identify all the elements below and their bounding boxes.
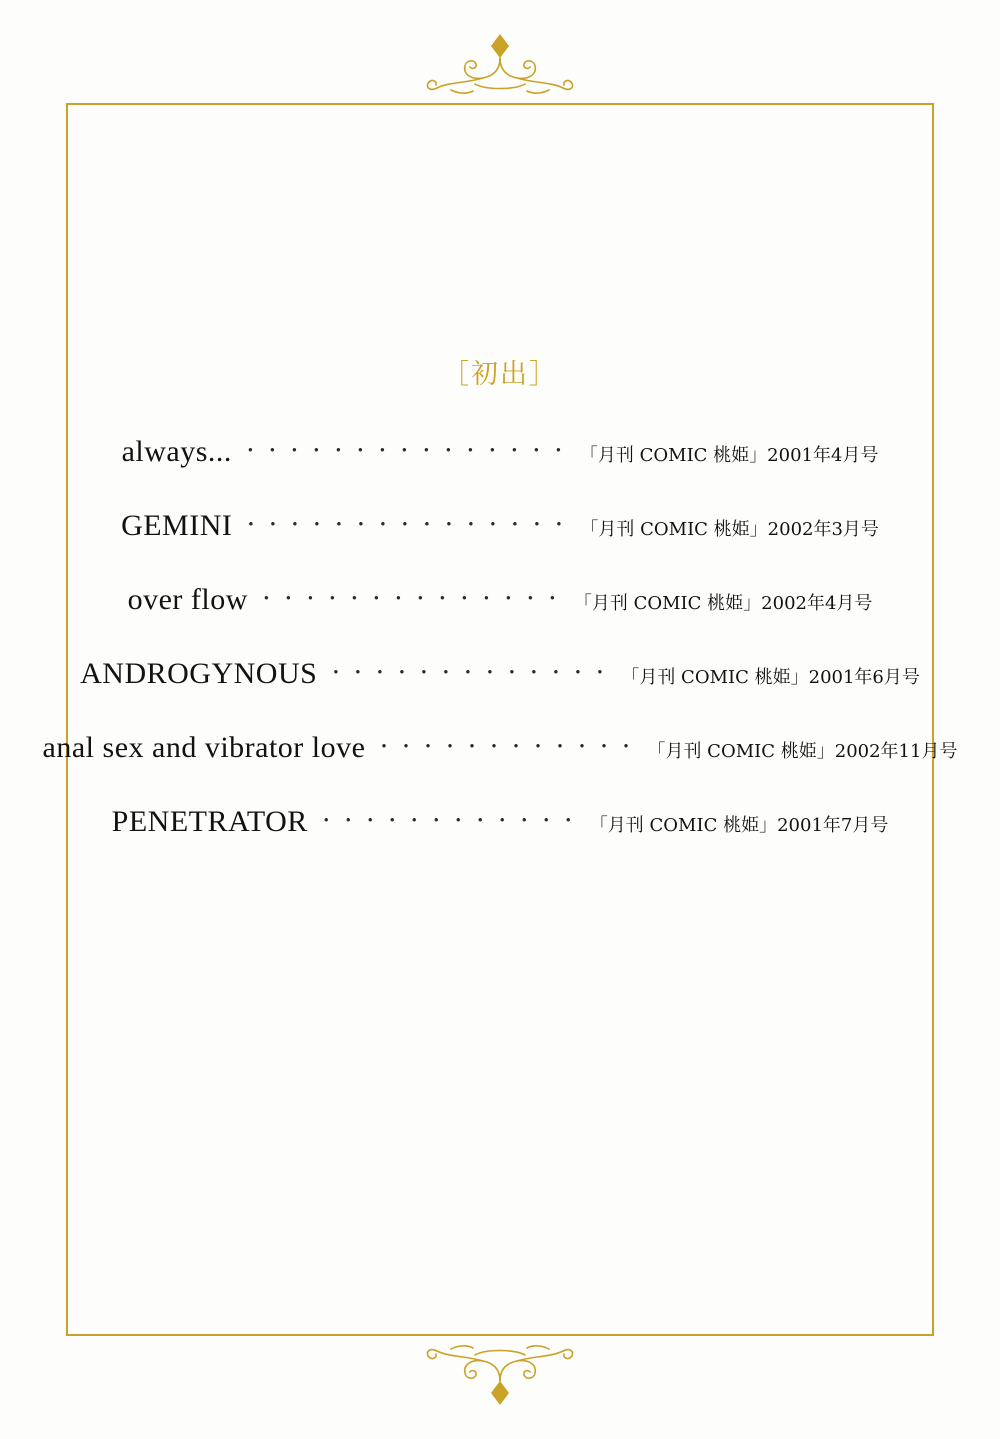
credit-source: 「月刊 COMIC 桃姫」2001年6月号 xyxy=(621,667,920,688)
credit-entry xyxy=(0,805,1000,839)
credit-title: anal sex and vibrator love xyxy=(42,731,366,764)
credit-entry xyxy=(0,509,1000,543)
credit-title: always... xyxy=(121,435,232,468)
credit-title: over flow xyxy=(127,583,248,616)
credit-leader-dots: ・・・・・・・・・・・・・・・ xyxy=(240,441,571,462)
credit-title: ANDROGYNOUS xyxy=(80,657,318,690)
credit-source: 「月刊 COMIC 桃姫」2002年3月号 xyxy=(580,519,879,540)
credit-source: 「月刊 COMIC 桃姫」2001年4月号 xyxy=(579,445,879,466)
credit-leader-dots: ・・・・・・・・・・・・・・ xyxy=(256,589,565,610)
credit-leader-dots: ・・・・・・・・・・・・・・・ xyxy=(241,515,572,536)
credit-entry xyxy=(0,657,1000,691)
credits-section xyxy=(0,352,1000,879)
credit-leader-dots: ・・・・・・・・・・・・ xyxy=(316,811,581,832)
credit-leader-dots: ・・・・・・・・・・・・・ xyxy=(326,663,613,684)
credit-leader-dots: ・・・・・・・・・・・・ xyxy=(374,737,639,758)
credit-source: 「月刊 COMIC 桃姫」2002年4月号 xyxy=(573,593,873,614)
credit-entry xyxy=(0,583,1000,617)
section-heading: ［初出］ xyxy=(442,359,558,390)
credit-title: PENETRATOR xyxy=(111,805,308,838)
credit-title: GEMINI xyxy=(121,509,233,542)
top-flourish-ornament xyxy=(375,28,625,108)
credit-source: 「月刊 COMIC 桃姫」2002年11月号 xyxy=(647,741,958,762)
credit-entry xyxy=(0,731,1000,765)
credit-entry xyxy=(0,435,1000,469)
credit-source: 「月刊 COMIC 桃姫」2001年7月号 xyxy=(589,815,889,836)
bottom-flourish-ornament xyxy=(375,1331,625,1411)
